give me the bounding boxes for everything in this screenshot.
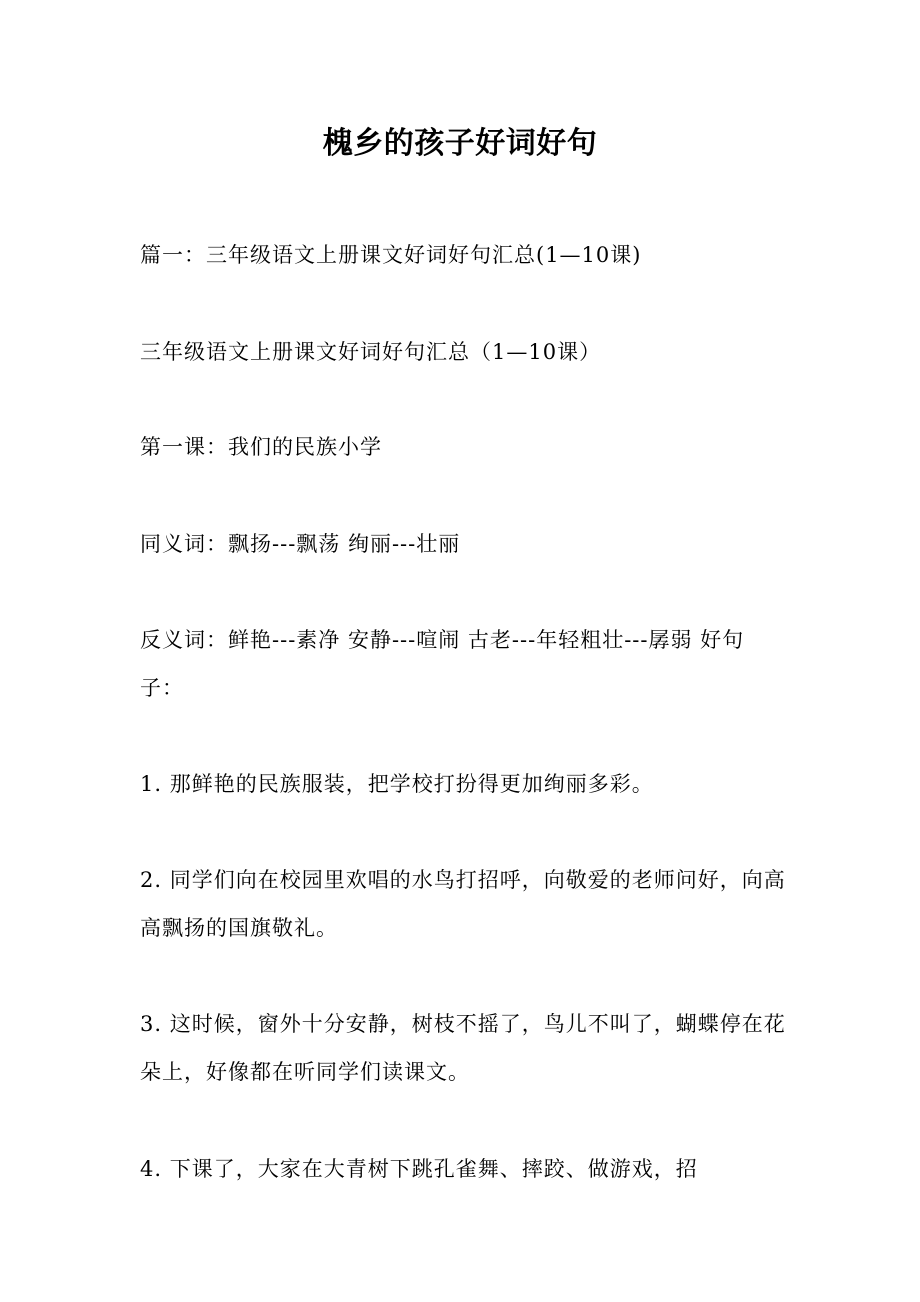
page-title: 槐乡的孩子好词好句 xyxy=(322,126,598,161)
paragraph-lesson-one: 第一课：我们的民族小学 xyxy=(140,435,382,459)
paragraph-sentence-4: 4. 下课了，大家在大青树下跳孔雀舞、摔跤、做游戏，招 xyxy=(140,1157,698,1181)
paragraph-heading-part-one: 篇一：三年级语文上册课文好词好句汇总(1—10课) xyxy=(140,243,642,267)
paragraph-sentence-2: 2. 同学们向在校园里欢唱的水鸟打招呼，向敬爱的老师问好，向高高飘扬的国旗敬礼。 xyxy=(140,868,786,940)
paragraph-sentence-3: 3. 这时候，窗外十分安静，树枝不摇了，鸟儿不叫了，蝴蝶停在花朵上，好像都在听同学们读课文。 xyxy=(140,1012,786,1084)
paragraph-antonyms: 反义词：鲜艳---素净 安静---喧闹 古老---年轻粗壮---孱弱 好句子： xyxy=(140,628,745,700)
paragraph-synonyms: 同义词：飘扬---飘荡 绚丽---壮丽 xyxy=(140,532,461,556)
paragraph-sentence-1: 1. 那鲜艳的民族服装，把学校打扮得更加绚丽多彩。 xyxy=(140,772,654,796)
paragraph-summary-title: 三年级语文上册课文好词好句汇总（1—10课） xyxy=(140,340,602,364)
